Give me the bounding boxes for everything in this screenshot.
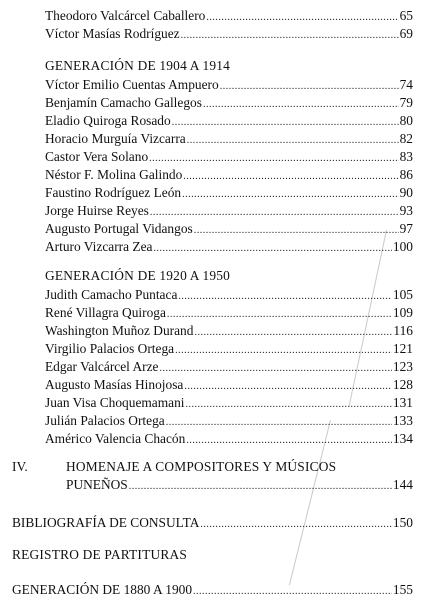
toc-entry-name: Víctor Masías Rodríguez bbox=[45, 26, 180, 41]
dot-leader bbox=[160, 362, 392, 375]
toc-entry-page: 131 bbox=[392, 395, 413, 410]
toc-entry-name: Augusto Masías Hinojosa bbox=[45, 377, 184, 392]
toc-entry bbox=[45, 322, 413, 339]
toc-entry bbox=[45, 76, 413, 93]
toc-entry bbox=[12, 581, 413, 598]
toc-entry-page: 133 bbox=[392, 413, 413, 428]
toc-entry-page: 69 bbox=[399, 26, 413, 41]
toc-entry-name: Julián Palacios Ortega bbox=[45, 413, 165, 428]
toc-entry bbox=[45, 286, 413, 303]
toc-entry-page: 144 bbox=[392, 477, 413, 492]
toc-entry-page: 109 bbox=[392, 305, 413, 320]
toc-entry-name: Eladio Quiroga Rosado bbox=[45, 113, 171, 128]
toc-entry bbox=[45, 358, 413, 375]
toc-entry-page: 155 bbox=[392, 582, 413, 597]
toc-entry-page: 74 bbox=[399, 77, 413, 92]
toc-entry-page: 90 bbox=[399, 185, 413, 200]
dot-leader bbox=[149, 152, 398, 165]
dot-leader bbox=[206, 11, 398, 24]
dot-leader bbox=[193, 585, 392, 598]
toc-entry-name: Washington Muñoz Durand bbox=[45, 323, 194, 338]
toc-entry bbox=[45, 166, 413, 183]
dot-leader bbox=[178, 290, 392, 303]
toc-entry bbox=[45, 130, 413, 147]
toc-entry-page: 105 bbox=[392, 287, 413, 302]
toc-entry-name: Theodoro Valcárcel Caballero bbox=[45, 8, 206, 23]
section-number: IV. bbox=[12, 459, 28, 474]
toc-entry-page: 83 bbox=[399, 149, 413, 164]
toc-entry-page: 93 bbox=[399, 203, 413, 218]
toc-entry-page: 100 bbox=[392, 239, 413, 254]
toc-entry-name: Benjamín Camacho Gallegos bbox=[45, 95, 202, 110]
toc-entry-name: Augusto Portugal Vidangos bbox=[45, 221, 193, 236]
dot-leader bbox=[167, 308, 392, 321]
toc-entry-name: Juan Visa Choquemamani bbox=[45, 395, 185, 410]
dot-leader bbox=[184, 380, 392, 393]
dot-leader bbox=[220, 80, 399, 93]
toc-entry-page: 121 bbox=[392, 341, 413, 356]
toc-entry bbox=[45, 238, 413, 255]
section-heading: GENERACIÓN DE 1904 A 1914 bbox=[45, 58, 231, 73]
toc-entry-name: Faustino Rodríguez León bbox=[45, 185, 182, 200]
dot-leader bbox=[200, 518, 392, 531]
toc-entry-page: 80 bbox=[399, 113, 413, 128]
toc-entry-name: Néstor F. Molina Galindo bbox=[45, 167, 183, 182]
toc-entry bbox=[45, 340, 413, 357]
dot-leader bbox=[186, 434, 392, 447]
toc-entry-name: PUNEÑOS bbox=[66, 477, 128, 492]
toc-entry-name: René Villagra Quiroga bbox=[45, 305, 166, 320]
dot-leader bbox=[203, 98, 399, 111]
toc-entry bbox=[45, 7, 413, 24]
toc-entry bbox=[45, 112, 413, 129]
section-heading: HOMENAJE A COMPOSITORES Y MÚSICOS bbox=[66, 459, 337, 474]
toc-entry bbox=[45, 94, 413, 111]
dot-leader bbox=[150, 206, 399, 219]
toc-entry-page: 134 bbox=[392, 431, 413, 446]
dot-leader bbox=[182, 188, 398, 201]
section-heading: REGISTRO DE PARTITURAS bbox=[12, 547, 187, 562]
toc-entry-name: Víctor Emilio Cuentas Ampuero bbox=[45, 77, 219, 92]
toc-entry-page: 123 bbox=[392, 359, 413, 374]
dot-leader bbox=[187, 134, 399, 147]
toc-entry-page: 65 bbox=[399, 8, 413, 23]
toc-entry bbox=[45, 25, 413, 42]
toc-entry-name: Jorge Huirse Reyes bbox=[45, 203, 149, 218]
toc-entry-name: GENERACIÓN DE 1880 A 1900 bbox=[12, 582, 193, 597]
toc-entry bbox=[66, 476, 413, 493]
toc-entry-page: 128 bbox=[392, 377, 413, 392]
toc-entry-page: 150 bbox=[392, 515, 413, 530]
section-heading: GENERACIÓN DE 1920 A 1950 bbox=[45, 268, 231, 283]
toc-entry-name: Castor Vera Solano bbox=[45, 149, 149, 164]
toc-entry bbox=[45, 148, 413, 165]
toc-entry-page: 86 bbox=[399, 167, 413, 182]
dot-leader bbox=[166, 416, 392, 429]
dot-leader bbox=[175, 344, 392, 357]
toc-entry bbox=[45, 220, 413, 237]
toc-entry-name: BIBLIOGRAFÍA DE CONSULTA bbox=[12, 515, 200, 530]
toc-entry bbox=[45, 430, 413, 447]
toc-entry-name: Arturo Vizcarra Zea bbox=[45, 239, 153, 254]
dot-leader bbox=[183, 170, 398, 183]
toc-entry-name: Judith Camacho Puntaca bbox=[45, 287, 178, 302]
toc-entry bbox=[45, 394, 413, 411]
toc-entry-page: 82 bbox=[399, 131, 413, 146]
toc-entry-name: Virgilio Palacios Ortega bbox=[45, 341, 175, 356]
dot-leader bbox=[172, 116, 399, 129]
toc-entry-page: 79 bbox=[399, 95, 413, 110]
toc-entry bbox=[45, 412, 413, 429]
dot-leader bbox=[181, 29, 399, 42]
toc-entry bbox=[45, 202, 413, 219]
dot-leader bbox=[194, 326, 392, 339]
toc-entry-page: 97 bbox=[399, 221, 413, 236]
toc-entry-name: Edgar Valcárcel Arze bbox=[45, 359, 159, 374]
dot-leader bbox=[154, 242, 392, 255]
toc-entry bbox=[45, 304, 413, 321]
dot-leader bbox=[129, 480, 392, 493]
toc-entry bbox=[45, 184, 413, 201]
dot-leader bbox=[186, 398, 392, 411]
toc-entry-name: Horacio Murguía Vizcarra bbox=[45, 131, 186, 146]
toc-entry-name: Américo Valencia Chacón bbox=[45, 431, 186, 446]
toc-entry bbox=[45, 376, 413, 393]
toc-entry-page: 116 bbox=[393, 323, 413, 338]
dot-leader bbox=[194, 224, 399, 237]
toc-entry bbox=[12, 514, 413, 531]
